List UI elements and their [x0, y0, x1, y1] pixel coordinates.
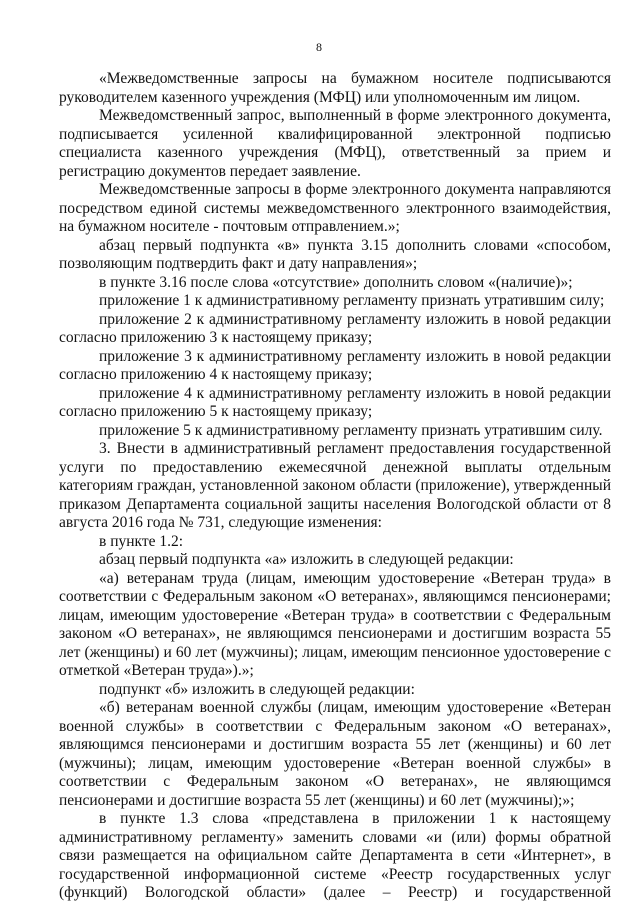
paragraph-interdept-sending: Межведомственные запросы в форме электронного документа направляются посредством единой системы межведомственного электронного взаимодействия, на бумажном носителе - почтовым отправлением.»;	[59, 181, 611, 235]
paragraph-subitem-a-intro: абзац первый подпункта «а» изложить в следующей редакции:	[99, 551, 514, 568]
paragraph-subitem-a-text: «а) ветеранам труда (лицам, имеющим удостоверение «Ветеран труда» в соответствии с Федеральным законом «О ветеранах», являющимся пенсионерами; лицам, имеющим удостоверение «Ветеран труда» в соответствии с Федеральным законом «О ветеранах», не являющимся пенсионерами и достигшим возраста 55 лет (женщины) и 60 лет (мужчины); лицам, имеющим пенсионное удостоверение с отметкой «Ветеран труда»).»;	[59, 569, 611, 679]
paragraph-appendix-5: приложение 5 к административному регламенту признать утратившим силу.	[99, 421, 603, 439]
paragraph-appendix-2: приложение 2 к административному регламенту изложить в новой редакции согласно приложению 3 к настоящему приказу;	[59, 310, 611, 346]
paragraph-appendix-3: приложение 3 к административному регламенту изложить в новой редакции согласно приложению 4 к настоящему приказу;	[59, 347, 611, 383]
paragraph-subitem-b-intro: подпункт «б» изложить в следующей редакции:	[99, 680, 415, 698]
paragraph-item-1-3: в пункте 1.3 слова «представлена в приложении 1 к настоящему административному регламенту» заменить словами «и (или) формы обратной связи размещается на официальном сайте Департамента в сети «Интернет», в государственной информационной системе «Реестр государственных услуг (функций) Вологодской области» (далее – Реестр) и государственной	[59, 810, 611, 901]
document-body	[59, 70, 611, 903]
page-number: 8	[316, 40, 322, 54]
paragraph-item-3-16: в пункте 3.16 после слова «отсутствие» дополнить словом «(наличие)»;	[99, 273, 573, 291]
paragraph-appendix-4: приложение 4 к административному регламенту изложить в новой редакции согласно приложению 5 к настоящему приказу;	[59, 384, 611, 420]
paragraph-item-3-15: абзац первый подпункта «в» пункта 3.15 дополнить словами «способом, позволяющим подтвердить факт и дату направления»;	[59, 236, 611, 272]
paragraph-interdept-electronic-request: Межведомственный запрос, выполненный в форме электронного документа, подписывается усиленной квалифицированной электронной подписью специалиста казенного учреждения (МФЦ), ответственный за прием и регистрацию документов передает заявление.	[59, 107, 611, 180]
paragraph-subitem-b-text: «б) ветеранам военной службы (лицам, имеющим удостоверение «Ветеран военной службы» в соответствии с Федеральным законом «О ветеранах», являющимся пенсионерами и достигшим возраста 55 лет (женщины) и 60 лет (мужчины); лицам, имеющим удостоверение «Ветеран военной службы» в соответствии с Федеральным законом «О ветеранах», не являющимся пенсионерами и достигшие возраста 55 лет (женщины) и 60 лет (мужчины);»;	[59, 699, 611, 809]
paragraph-item-1-2: в пункте 1.2:	[99, 532, 184, 550]
paragraph-interdept-paper-requests: «Межведомственные запросы на бумажном носителе подписываются руководителем казенного учреждения (МФЦ) или уполномоченным им лицом.	[59, 70, 611, 106]
paragraph-appendix-1: приложение 1 к административному регламенту признать утратившим силу;	[99, 292, 605, 309]
paragraph-section-3: 3. Внести в административный регламент предоставления государственной услуги по предоставлению ежемесячной денежной выплаты отдельным категориям граждан, установленной законом области (приложение), утвержденный приказом Департамента социальной защиты населения Вологодской области от 8 августа 2016 года № 731, следующие изменения:	[59, 440, 611, 531]
